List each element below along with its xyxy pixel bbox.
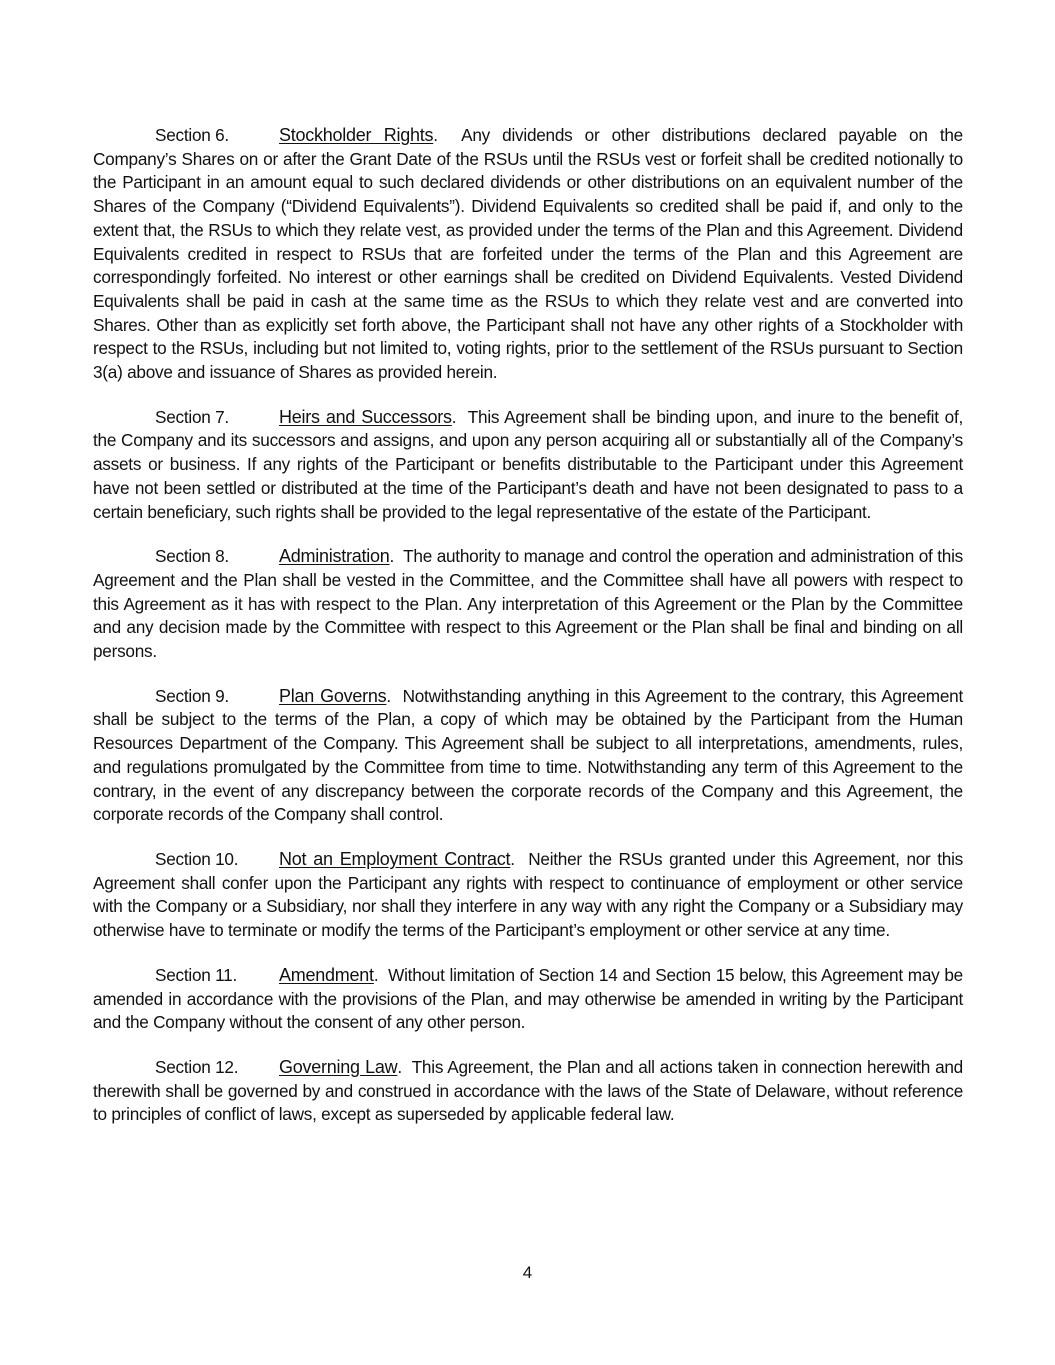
section-12: Section 12. Governing Law. This Agreement, the Plan and all actions taken in connection herewith and therewith shall be governed by and construed in accordance with the laws of the State of Delaware, without reference to principles of conflict of laws, except as superseded by applicable federal law. [93,1056,963,1125]
section-number: Section 6. [155,125,229,145]
section-heading: Amendment [279,964,374,985]
section-heading: Administration [279,546,390,567]
section-number: Section 10. [155,848,239,869]
section-body: This Agreement shall be binding upon, and inure to the benefit of, the Company and its successors and assigns, and upon any person acquiring all or substantially all of the Company’s assets or business. If any rights of the Participant or benefits distributable to the Participant under this Agreement have not been settled or distributed at the time of the Participant’s death and have not been designated to pass to a certain beneficiary, such rights shall be provided to the legal representative of the estate of the Participant. [93,406,964,522]
section-body: This Agreement, the Plan and all actions taken in connection herewith and therewith shall be governed by and construed in accordance with the laws of the State of Delaware, without reference to principles of conflict of laws, except as superseded by applicable federal law. [93,1056,963,1125]
section-number: Section 7. [155,406,229,427]
section-9: Section 9. Plan Governs. Notwithstanding anything in this Agreement to the contrary, this Agreement shall be subject to the terms of the Plan, a copy of which may be obtained by the Participant from the Human Resources Department of the Company. This Agreement shall be subject to all interpretations, amendments, rules, and regulations promulgated by the Committee from time to time. Notwithstanding any term of this Agreement to the contrary, in the event of any discrepancy between the corporate records of the Company and this Agreement, the corporate records of the Company shall control. [93,685,964,825]
section-6: Section 6. Stockholder Rights. Any dividends or other distributions declared payable on the Company’s Shares on or after the Grant Date of the RSUs until the RSUs vest or forfeit shall be credited notionally to the Participant in an amount equal to such declared dividends or other distributions on an equivalent number of the Shares of the Company (“Dividend Equivalents”). Dividend Equivalents so credited shall be paid if, and only to the extent that, the RSUs to which they relate vest, as provided under the terms of the Plan and this Agreement. Dividend Equivalents credited in respect to RSUs that are forfeited under the terms of the Plan and this Agreement are correspondingly forfeited. No interest or other earnings shall be credited on Dividend Equivalents. Vested Dividend Equivalents shall be paid in cash at the same time as the RSUs to which they relate vest and are converted into Shares. Other than as explicitly set forth above, the Participant shall not have any other rights of a Stockholder with respect to the RSUs, including but not limited to, voting rights, prior to the settlement of the RSUs pursuant to Section 3(a) above and issuance of Shares as provided herein. [93,125,963,383]
section-heading: Governing Law [279,1056,398,1077]
section-body: Notwithstanding anything in this Agreement to the contrary, this Agreement shall be subject to the terms of the Plan, a copy of which may be obtained by the Participant from the Human Resources Department of the Company. This Agreement shall be subject to all interpretations, amendments, rules, and regulations promulgated by the Committee from time to time. Notwithstanding any term of this Agreement to the contrary, in the event of any discrepancy between the corporate records of the Company and this Agreement, the corporate records of the Company shall control. [93,685,964,825]
section-11: Section 11. Amendment. Without limitation of Section 14 and Section 15 below, this Agreement may be amended in accordance with the provisions of the Plan, and may otherwise be amended in writing by the Participant and the Company without the consent of any other person. [93,964,963,1033]
section-body: Neither the RSUs granted under this Agreement, nor this Agreement shall confer upon the Participant any rights with respect to continuance of employment or other service with the Company or a Subsidiary, nor shall they interfere in any way with any right the Company or a Subsidiary may otherwise have to terminate or modify the terms of the Participant’s employment or other service at any time. [93,848,964,941]
section-number: Section 11. [155,964,237,985]
section-number: Section 12. [155,1056,239,1077]
section-body: Any dividends or other distributions declared payable on the Company’s Shares on or after the Grant Date of the RSUs until the RSUs vest or forfeit shall be credited notionally to the Participant in an amount equal to such declared dividends or other distributions on an equivalent number of the Shares of the Company (“Dividend Equivalents”). Dividend Equivalents so credited shall be paid if, and only to the extent that, the RSUs to which they relate vest, as provided under the terms of the Plan and this Agreement. Dividend Equivalents credited in respect to RSUs that are forfeited under the terms of the Plan and this Agreement are correspondingly forfeited. No interest or other earnings shall be credited on Dividend Equivalents. Vested Dividend Equivalents shall be paid in cash at the same time as the RSUs to which they relate vest and are converted into Shares. Other than as explicitly set forth above, the Participant shall not have any other rights of a Stockholder with respect to the RSUs, including but not limited to, voting rights, prior to the settlement of the RSUs pursuant to Section 3(a) above and issuance of Shares as provided herein. [93,125,963,383]
section-number: Section 9. [155,685,229,706]
document-page [93,124,963,1148]
section-body: The authority to manage and control the operation and administration of this Agreement and the Plan shall be vested in the Committee, and the Committee shall have all powers with respect to this Agreement as it has with respect to the Plan. Any interpretation of this Agreement or the Plan by the Committee and any decision made by the Committee with respect to this Agreement or the Plan shall be final and binding on all persons. [93,546,964,662]
section-heading: Plan Governs [279,685,387,706]
section-8: Section 8. Administration. The authority to manage and control the operation and administration of this Agreement and the Plan shall be vested in the Committee, and the Committee shall have all powers with respect to this Agreement as it has with respect to the Plan. Any interpretation of this Agreement or the Plan by the Committee and any decision made by the Committee with respect to this Agreement or the Plan shall be final and binding on all persons. [93,546,964,662]
section-heading: Heirs and Successors [279,406,452,427]
page-number: 4 [522,1263,533,1282]
section-7: Section 7. Heirs and Successors. This Agreement shall be binding upon, and inure to the benefit of, the Company and its successors and assigns, and upon any person acquiring all or substantially all of the Company’s assets or business. If any rights of the Participant or benefits distributable to the Participant under this Agreement have not been settled or distributed at the time of the Participant’s death and have not been designated to pass to a certain beneficiary, such rights shall be provided to the legal representative of the estate of the Participant. [93,406,964,522]
section-body: Without limitation of Section 14 and Section 15 below, this Agreement may be amended in accordance with the provisions of the Plan, and may otherwise be amended in writing by the Participant and the Company without the consent of any other person. [93,964,963,1033]
section-number: Section 8. [155,546,229,567]
section-10: Section 10. Not an Employment Contract. Neither the RSUs granted under this Agreement, nor this Agreement shall confer upon the Participant any rights with respect to continuance of employment or other service with the Company or a Subsidiary, nor shall they interfere in any way with any right the Company or a Subsidiary may otherwise have to terminate or modify the terms of the Participant’s employment or other service at any time. [93,848,964,941]
section-heading: Stockholder Rights [279,125,434,145]
section-heading: Not an Employment Contract [279,848,511,869]
